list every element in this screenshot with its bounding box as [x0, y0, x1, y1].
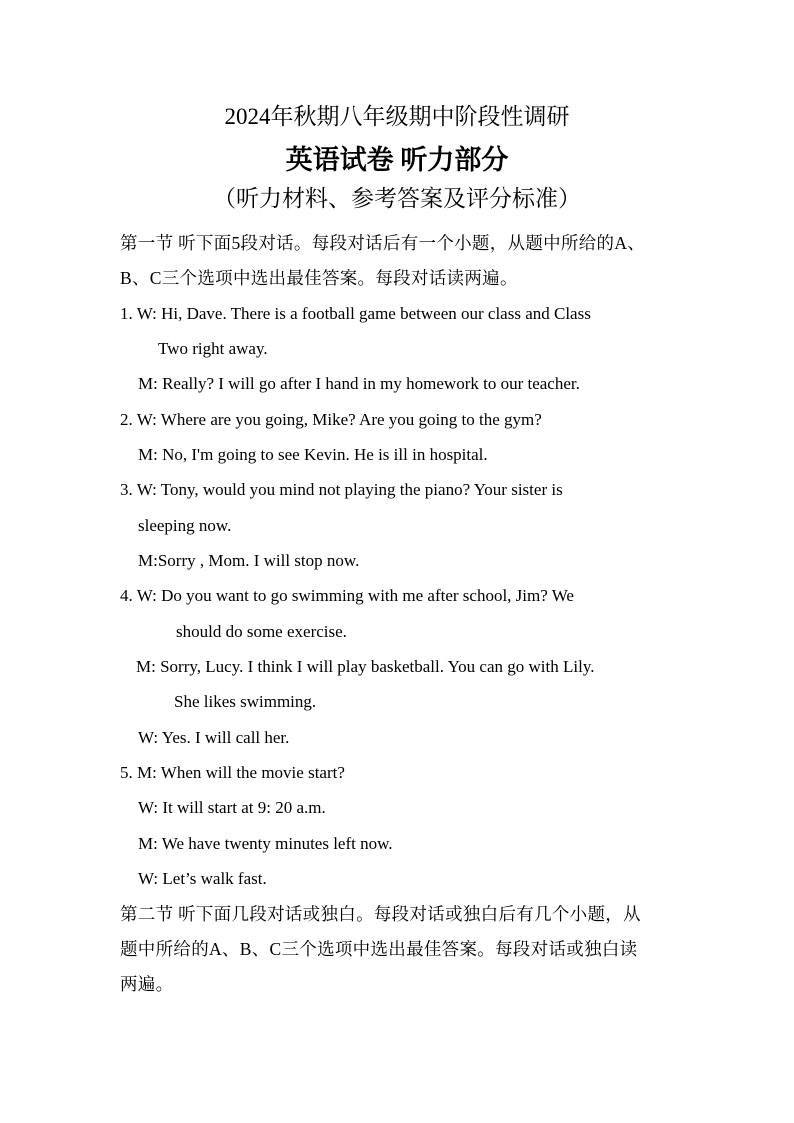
- dialog-line: 2. W: Where are you going, Mike? Are you going to the gym?: [120, 410, 542, 429]
- dialog-line: 3. W: Tony, would you mind not playing the piano? Your sister is: [120, 480, 563, 499]
- dialog-line: should do some exercise.: [176, 622, 347, 641]
- dialog-line: W: Yes. I will call her.: [138, 728, 290, 747]
- dialog-line: 1. W: Hi, Dave. There is a football game between our class and Class: [120, 304, 591, 323]
- dialog-line: 5. M: When will the movie start?: [120, 763, 345, 782]
- dialog-line: W: Let’s walk fast.: [138, 869, 267, 888]
- dialog-line: 4. W: Do you want to go swimming with me after school, Jim? We: [120, 586, 574, 605]
- section2-instruction-line1: 第二节 听下面几段对话或独白。每段对话或独白后有几个小题，从: [120, 904, 641, 924]
- dialog-line: Two right away.: [158, 339, 268, 358]
- dialog-line: sleeping now.: [138, 516, 232, 535]
- document-title: 2024年秋期八年级期中阶段性调研: [224, 104, 570, 129]
- document-subtitle: 英语试卷 听力部分: [285, 145, 509, 175]
- dialog-line: W: It will start at 9: 20 a.m.: [138, 798, 326, 817]
- section1-instruction-line1: 第一节 听下面5段对话。每段对话后有一个小题，从题中所给的A、: [120, 233, 646, 253]
- section2-instruction-line2: 题中所给的A、B、C三个选项中选出最佳答案。每段对话或独白读: [120, 939, 638, 959]
- dialog-line: M: Really? I will go after I hand in my homework to our teacher.: [138, 374, 580, 393]
- dialog-line: M: No, I'm going to see Kevin. He is ill in hospital.: [138, 445, 488, 464]
- section1-instruction-line2: B、C三个选项中选出最佳答案。每段对话读两遍。: [120, 268, 518, 288]
- section2-instruction-line3: 两遍。: [120, 974, 174, 994]
- dialog-line: She likes swimming.: [174, 692, 317, 711]
- dialog-line: M:Sorry , Mom. I will stop now.: [138, 551, 360, 570]
- dialog-line: M: We have twenty minutes left now.: [138, 834, 393, 853]
- dialog-line: M: Sorry, Lucy. I think I will play basketball. You can go with Lily.: [136, 657, 595, 676]
- document-note: （听力材料、参考答案及评分标准）: [213, 186, 581, 211]
